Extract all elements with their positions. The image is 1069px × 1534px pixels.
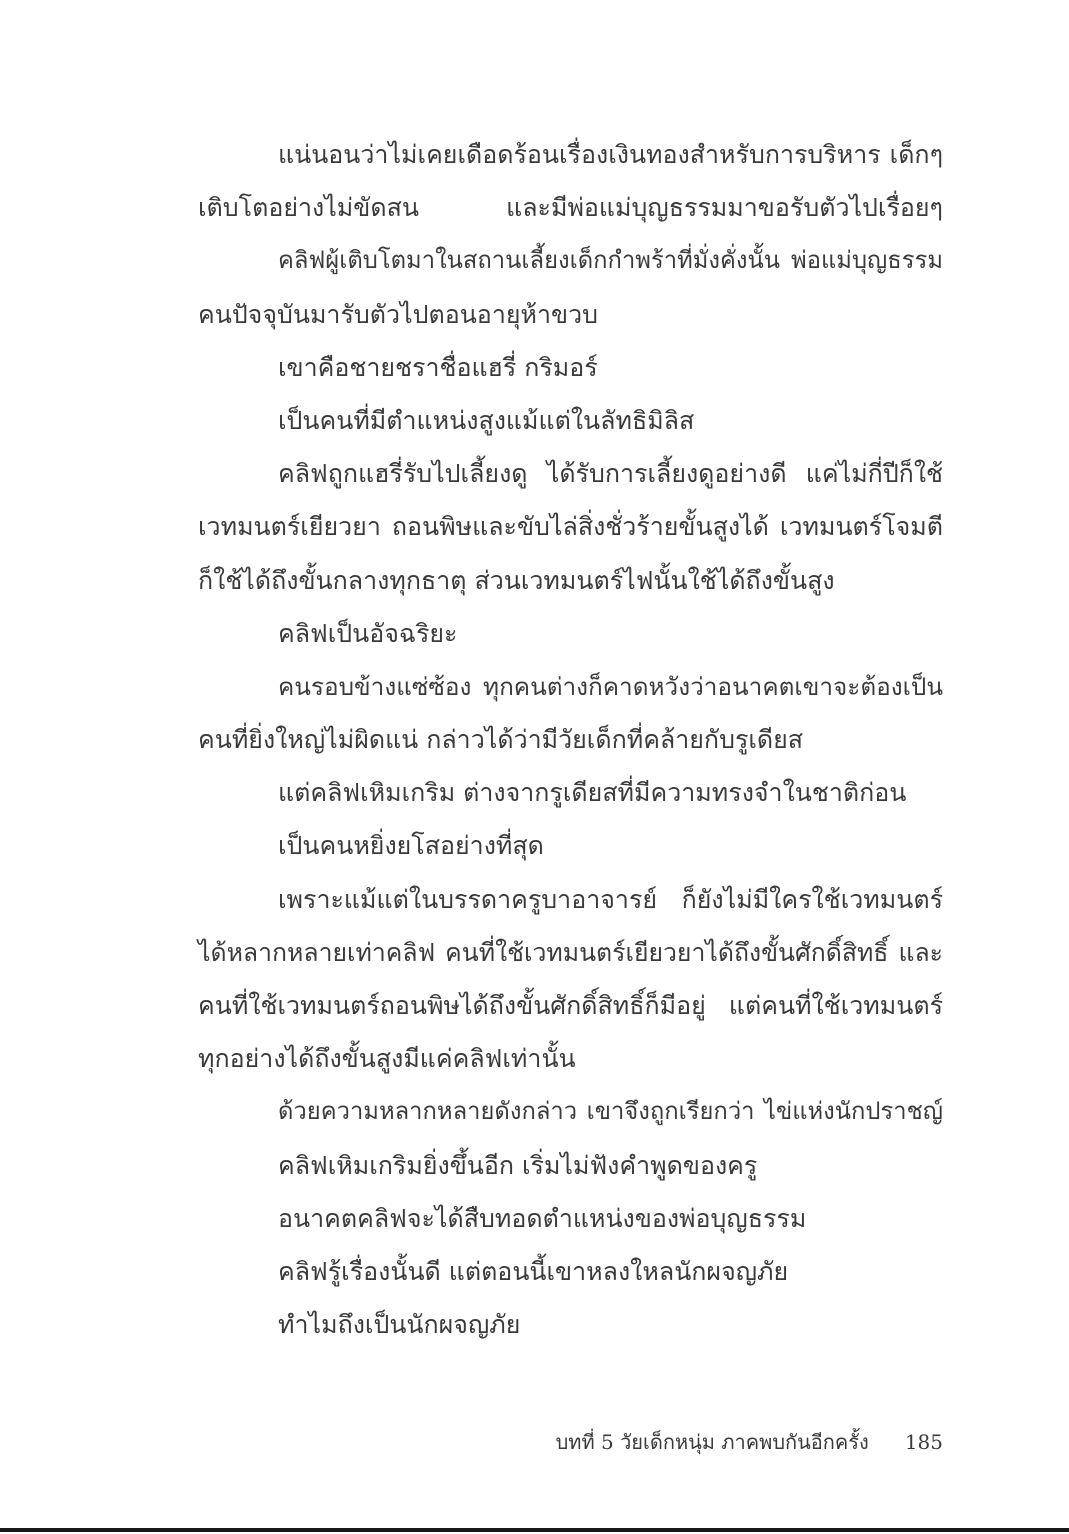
text-line: คลิฟถูกแฮรี่รับไปเลี้ยงดู ได้รับการเลี้ยงดูอย่างดี แค่ไม่กี่ปีก็ใช้ xyxy=(278,459,943,489)
text-line: คนที่ใช้เวทมนตร์ถอนพิษได้ถึงขั้นศักดิ์สิทธิ์ก็มีอยู่ แต่คนที่ใช้เวทมนตร์ xyxy=(198,991,943,1020)
text-line: ทำไมถึงเป็นนักผจญภัย xyxy=(278,1310,521,1340)
text-line: แต่คลิฟเหิมเกริม ต่างจากรูเดียสที่มีความทรงจำในชาติก่อน xyxy=(278,778,907,808)
text-line: คนที่ยิ่งใหญ่ไม่ผิดแน่ กล่าวได้ว่ามีวัยเด็กที่คล้ายกับรูเดียส xyxy=(198,725,804,755)
text-line: เพราะแม้แต่ในบรรดาครูบาอาจารย์ ก็ยังไม่มีใครใช้เวทมนตร์ xyxy=(278,884,943,914)
text-line: คลิฟเหิมเกริมยิ่งขึ้นอีก เริ่มไม่ฟังคำพูดของครู xyxy=(278,1150,758,1180)
page-footer xyxy=(556,1426,943,1458)
text-line: คนรอบข้างแซ่ซ้อง ทุกคนต่างก็คาดหวังว่าอนาคตเขาจะต้องเป็น xyxy=(278,671,943,701)
text-line: ได้หลากหลายเท่าคลิฟ คนที่ใช้เวทมนตร์เยียวยาได้ถึงขั้นศักดิ์สิทธิ์ และ xyxy=(198,937,943,967)
text-line: ก็ใช้ได้ถึงขั้นกลางทุกธาตุ ส่วนเวทมนตร์ไฟนั้นใช้ได้ถึงขั้นสูง xyxy=(198,565,835,595)
text-line: คลิฟผู้เติบโตมาในสถานเลี้ยงเด็กกำพร้าที่มั่งคั่งนั้น พ่อแม่บุญธรรม xyxy=(278,246,943,275)
text-line: เขาคือชายชราชื่อแฮรี่ กริมอร์ xyxy=(278,352,598,382)
text-line: เป็นคนหยิ่งยโสอย่างที่สุด xyxy=(278,831,544,861)
running-chapter-title: บทที่ 5 วัยเด็กหนุ่ม ภาคพบกันอีกครั้ง xyxy=(555,1430,869,1454)
text-line: เป็นคนที่มีตำแหน่งสูงแม้แต่ในลัทธิมิลิส xyxy=(278,405,695,435)
text-line: เติบโตอย่างไม่ขัดสน และมีพ่อแม่บุญธรรมมาขอรับตัวไปเรื่อยๆ xyxy=(198,193,943,223)
bottom-edge-line xyxy=(0,1528,1069,1532)
body-text xyxy=(198,128,943,1351)
text-line: เวทมนตร์เยียวยา ถอนพิษและขับไล่สิ่งชั่วร้ายขั้นสูงได้ เวทมนตร์โจมตี xyxy=(198,512,943,542)
text-line: อนาคตคลิฟจะได้สืบทอดตำแหน่งของพ่อบุญธรรม xyxy=(278,1203,807,1233)
text-line: ด้วยความหลากหลายดังกล่าว เขาจึงถูกเรียกว่า ไข่แห่งนักปราชญ์ xyxy=(278,1097,943,1126)
text-line: คลิฟเป็นอัจฉริยะ xyxy=(278,618,458,648)
text-line: คลิฟรู้เรื่องนั้นดี แต่ตอนนี้เขาหลงใหลนักผจญภัย xyxy=(278,1256,789,1286)
page-number: 185 xyxy=(904,1430,943,1454)
text-line: คนปัจจุบันมารับตัวไปตอนอายุห้าขวบ xyxy=(198,299,599,329)
text-line: ทุกอย่างได้ถึงขั้นสูงมีแค่คลิฟเท่านั้น xyxy=(198,1044,576,1074)
text-line: แน่นอนว่าไม่เคยเดือดร้อนเรื่องเงินทองสำหรับการบริหาร เด็กๆ xyxy=(278,140,943,169)
